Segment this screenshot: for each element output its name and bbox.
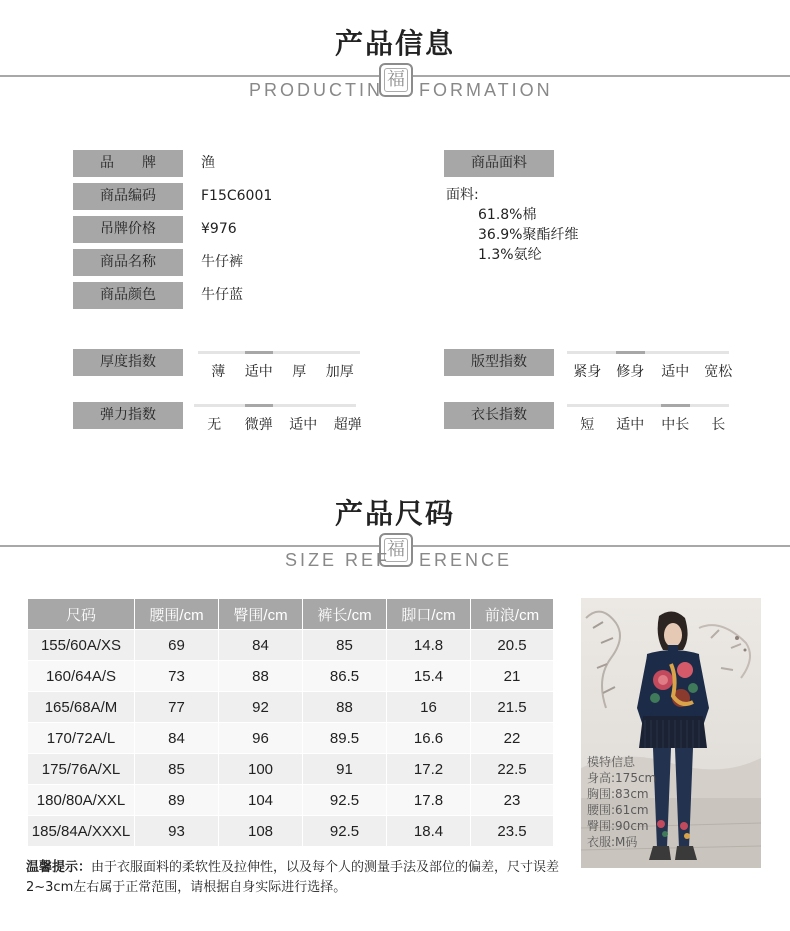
- table-cell: 21: [471, 661, 554, 692]
- divider-right: [413, 75, 790, 77]
- model-info-line: 臀围:90cm: [587, 819, 649, 833]
- table-cell: 23.5: [471, 816, 554, 847]
- scale-option: 宽松: [704, 364, 733, 380]
- info-label-price: 吊牌价格: [73, 216, 183, 243]
- section-subtitle-right: ERENCE: [419, 550, 513, 570]
- info-value-name: 牛仔裤: [201, 254, 243, 270]
- section-subtitle-left: SIZE REF: [285, 550, 391, 570]
- table-header: 裤长/cm: [303, 599, 387, 630]
- table-cell: 85: [135, 754, 219, 785]
- scale-option: 适中: [616, 417, 645, 433]
- table-cell: 86.5: [303, 661, 387, 692]
- scale-option: 修身: [616, 364, 645, 380]
- table-header: 腰围/cm: [135, 599, 219, 630]
- scale-option: 适中: [289, 417, 318, 433]
- info-value-color: 牛仔蓝: [201, 287, 243, 303]
- table-cell: 155/60A/XS: [28, 630, 135, 661]
- fabric-heading: 面料:: [446, 187, 479, 203]
- fabric-line: 1.3%氨纶: [478, 247, 542, 263]
- scale-label-thickness: 厚度指数: [73, 349, 183, 376]
- info-value-price: ¥976: [201, 221, 237, 237]
- section-subtitle-right: FORMATION: [419, 80, 553, 100]
- scale-option: 长: [711, 417, 726, 433]
- table-cell: 92: [219, 692, 303, 723]
- info-label-color: 商品颜色: [73, 282, 183, 309]
- scale-option: 微弹: [244, 417, 273, 433]
- info-value-brand: 渔: [201, 155, 215, 171]
- fabric-line: 36.9%聚酯纤维: [478, 227, 579, 243]
- scale-option: 中长: [661, 417, 690, 433]
- scale-option: 适中: [244, 364, 273, 380]
- size-table: [27, 598, 554, 847]
- table-header: 脚口/cm: [387, 599, 471, 630]
- tip-text: 由于衣服面料的柔软性及拉伸性，以及每个人的测量手法及部位的偏差，尺寸误差2~3cm左右属于正常范围，请根据自身实际进行选择。: [26, 860, 560, 895]
- fabric-line: 61.8%棉: [478, 207, 537, 223]
- table-cell: 22: [471, 723, 554, 754]
- table-cell: 23: [471, 785, 554, 816]
- table-row: [28, 630, 554, 661]
- model-info-title: 模特信息: [587, 755, 636, 769]
- model-info-line: 腰围:61cm: [587, 803, 649, 817]
- info-label-code: 商品编码: [73, 183, 183, 210]
- table-row: [28, 723, 554, 754]
- scale-option: 适中: [661, 364, 690, 380]
- table-cell: 16.6: [387, 723, 471, 754]
- table-cell: 88: [303, 692, 387, 723]
- scale-option: 厚: [292, 364, 307, 380]
- table-cell: 18.4: [387, 816, 471, 847]
- model-info-line: 衣服:M码: [587, 835, 638, 849]
- fabric-label: 商品面料: [444, 150, 554, 177]
- table-row: [28, 692, 554, 723]
- table-cell: 108: [219, 816, 303, 847]
- table-cell: 89: [135, 785, 219, 816]
- info-value-code: F15C6001: [201, 188, 273, 204]
- table-cell: 104: [219, 785, 303, 816]
- scale-option: 短: [580, 417, 595, 433]
- table-cell: 73: [135, 661, 219, 692]
- divider-right: [413, 545, 790, 547]
- table-cell: 14.8: [387, 630, 471, 661]
- info-label-brand: 品 牌: [73, 150, 183, 177]
- table-cell: 21.5: [471, 692, 554, 723]
- table-cell: 77: [135, 692, 219, 723]
- scale-label-elasticity: 弹力指数: [73, 402, 183, 429]
- table-header-row: [28, 599, 554, 630]
- table-cell: 175/76A/XL: [28, 754, 135, 785]
- table-row: [28, 816, 554, 847]
- table-cell: 91: [303, 754, 387, 785]
- table-cell: 93: [135, 816, 219, 847]
- size-tip: [26, 858, 561, 898]
- divider-left: [0, 75, 380, 77]
- table-cell: 165/68A/M: [28, 692, 135, 723]
- scale-label-length: 衣长指数: [444, 402, 554, 429]
- table-cell: 88: [219, 661, 303, 692]
- table-cell: 180/80A/XXL: [28, 785, 135, 816]
- info-label-name: 商品名称: [73, 249, 183, 276]
- scale-option: 加厚: [325, 364, 354, 380]
- table-cell: 170/72A/L: [28, 723, 135, 754]
- seal-logo-icon: [379, 63, 413, 97]
- table-cell: 89.5: [303, 723, 387, 754]
- table-cell: 185/84A/XXXL: [28, 816, 135, 847]
- tip-label: 温馨提示：: [26, 860, 92, 875]
- table-cell: 22.5: [471, 754, 554, 785]
- scale-option: 无: [207, 417, 222, 433]
- section-title-product-info: 产品信息: [334, 27, 455, 60]
- table-header: 前浪/cm: [471, 599, 554, 630]
- table-cell: 100: [219, 754, 303, 785]
- divider-left: [0, 545, 380, 547]
- scale-option: 薄: [211, 364, 226, 380]
- scale-option: 超弹: [333, 417, 362, 433]
- table-cell: 92.5: [303, 816, 387, 847]
- model-info: [587, 754, 656, 850]
- table-cell: 85: [303, 630, 387, 661]
- scale-option: 紧身: [573, 364, 602, 380]
- table-cell: 96: [219, 723, 303, 754]
- table-cell: 16: [387, 692, 471, 723]
- table-row: [28, 754, 554, 785]
- table-row: [28, 785, 554, 816]
- table-header: 尺码: [28, 599, 135, 630]
- model-info-line: 身高:175cm: [587, 771, 657, 785]
- table-cell: 84: [219, 630, 303, 661]
- table-cell: 15.4: [387, 661, 471, 692]
- model-info-line: 胸围:83cm: [587, 787, 649, 801]
- table-cell: 160/64A/S: [28, 661, 135, 692]
- table-cell: 92.5: [303, 785, 387, 816]
- scale-label-fit: 版型指数: [444, 349, 554, 376]
- table-cell: 17.8: [387, 785, 471, 816]
- table-cell: 17.2: [387, 754, 471, 785]
- table-header: 臀围/cm: [219, 599, 303, 630]
- table-cell: 84: [135, 723, 219, 754]
- section-subtitle-left: PRODUCTIN: [249, 80, 383, 100]
- table-row: [28, 661, 554, 692]
- table-cell: 20.5: [471, 630, 554, 661]
- table-cell: 69: [135, 630, 219, 661]
- section-title-size: 产品尺码: [334, 497, 455, 530]
